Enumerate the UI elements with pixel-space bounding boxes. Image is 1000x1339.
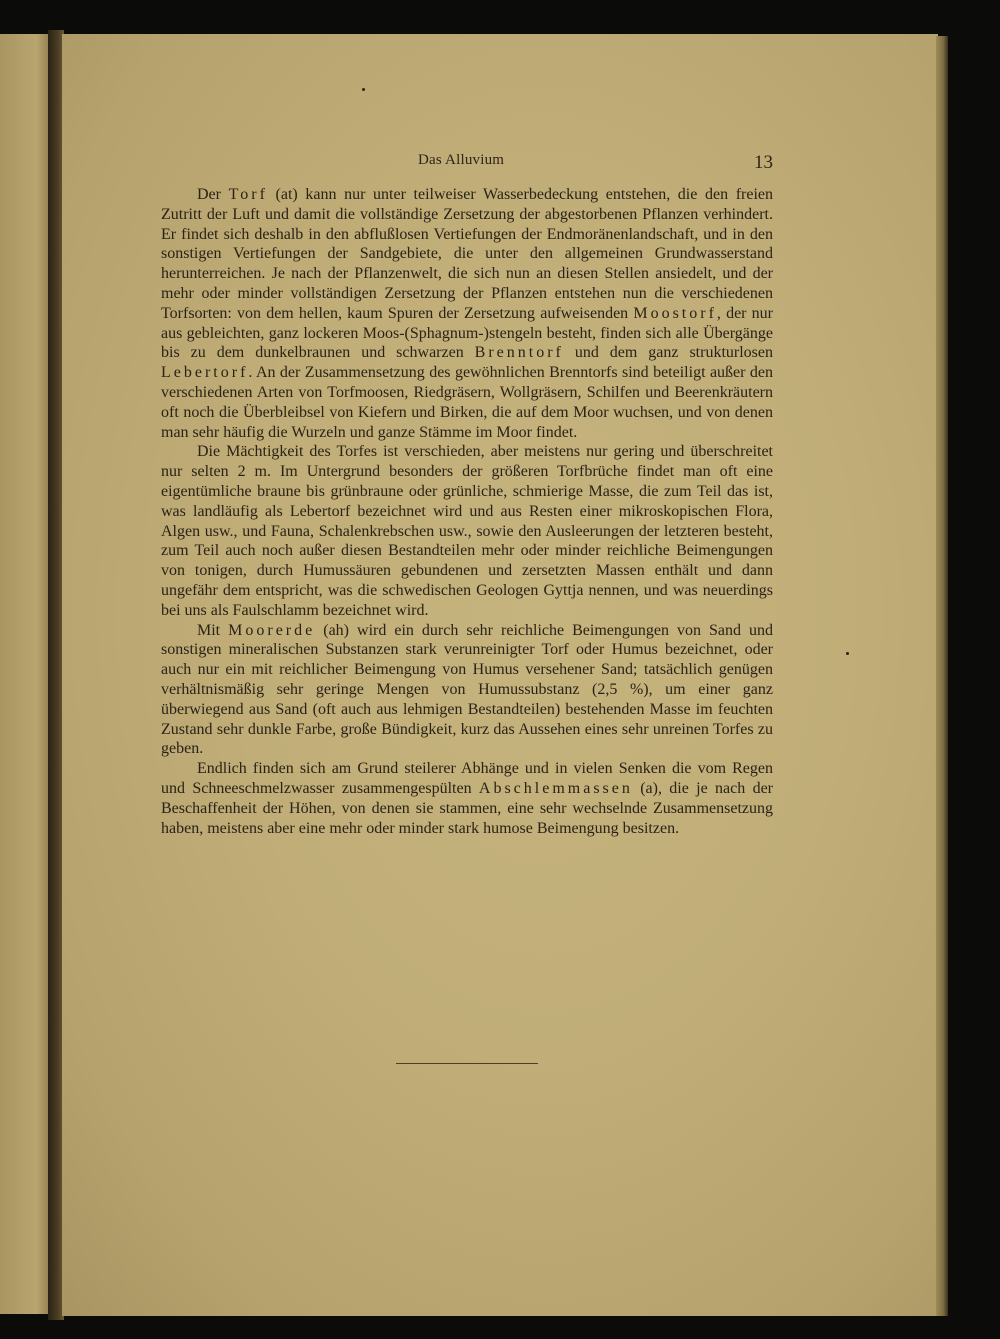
footer-rule [396, 1063, 538, 1064]
facing-page-edge [0, 34, 52, 1314]
page-right-edge [936, 36, 948, 1316]
paragraph-text: . An der Zusammensetzung des gewöhnlichen Brenntorfs sind beteiligt außer den verschiedenen Arten von Torfmoosen, Riedgräsern, Wollgräsern, Schilfen und Beerenkräutern oft noch die Überbleibsel von Kiefern und Birken, die auf dem Moor wuchsen, und von denen man sehr häufig die Wurzeln und ganze Stämme im Moor findet. [161, 364, 773, 441]
term-brenntorf: Brenntorf [474, 344, 564, 362]
term-abschlemmassen: Abschlemmassen [478, 779, 633, 797]
term-moostorf: Moostorf [633, 304, 717, 322]
term-torf: Torf [228, 186, 268, 203]
term-lebertorf: Lebertorf [161, 364, 249, 382]
body-text [161, 185, 773, 838]
paragraph-abschlemmassen [161, 759, 773, 838]
paragraph-text: (a), die je nach der Beschaffenheit der Höhen, von denen sie stammen, eine sehr wechselnde Zusammensetzung haben, meistens aber eine mehr oder minder stark humose Beimengung besitzen. [161, 779, 773, 837]
paragraph-lead: Der [197, 186, 229, 203]
ink-speck [846, 652, 849, 655]
paragraph-lead: Mit [197, 621, 229, 639]
paragraph-text: und dem ganz strukturlosen [563, 344, 774, 362]
paragraph-torf [161, 185, 773, 442]
running-title: Das Alluvium [418, 152, 505, 168]
paragraph-text: (at) kann nur unter teilweiser Wasserbedeckung entstehen, die den freien Zutritt der Luft und damit die vollständige Zersetzung der abgestorbenen Pflanzen verhindert. Er findet sich deshalb in den abflußlosen Vertiefungen der Endmoränenlandschaft, und in den sonstigen Vertiefungen der Sandgebiete, die unter den allgemeinen Grundwasserstand herunterreichen. Je nach der Pflanzenwelt, die sich nun an diesen Stellen ansiedelt, und der mehr oder minder vollständigen Zersetzung der Pflanzen entstehen nun die verschiedenen Torfsorten: von dem hellen, kaum Spuren der Zersetzung aufweisenden [161, 186, 773, 322]
paragraph-text: (ah) wird ein durch sehr reichliche Beimengungen von Sand und sonstigen mineralischen Substanzen stark verunreinigter Torf oder Humus bezeichnet, oder auch nur ein mit reichlicher Beimengung von Humus versehener Sand; tatsächlich genügen verhältnismäßig sehr geringe Mengen von Humussubstanz (2,5 %), um einer ganz überwiegend aus Sand (oft auch aus lehmigen Bestandteilen) bestehenden Masse im feuchten Zustand sehr dunkle Farbe, große Bündigkeit, kurz das Aussehen eines sehr unreinen Torfes zu geben. [161, 621, 774, 758]
paragraph-lead: Endlich finden sich am Grund steilerer Abhänge und in vielen Senken die vom Regen und Schneeschmelzwasser zusammengespülten [161, 760, 773, 797]
paragraph-text: Die Mächtigkeit des Torfes ist verschieden, aber meistens nur gering und überschreitet nur selten 2 m. Im Untergrund besonders der größeren Torfbrüche findet man oft eine eigentümliche braune bis grünbraune oder grünliche, schmierige Masse, die zum Teil das ist, was landläufig als Lebertorf bezeichnet wird und aus Resten einer mikroskopischen Flora, Algen usw., und Fauna, Schalenkrebschen usw., sowie den Ausleerungen der letzteren besteht, zum Teil auch noch außer diesen Bestandteilen mehr oder minder reichliche Beimengungen von tonigen, durch Humussäuren gebundenen und zersetzten Massen enthält und dann ungefähr dem entspricht, was die schwedischen Geologen Gyttja nennen, und was neuerdings bei uns als Faulschlamm bezeichnet wird. [161, 443, 773, 619]
term-moorerde: Moorerde [228, 621, 316, 639]
paragraph-maechtigkeit [161, 442, 773, 620]
ink-speck [362, 88, 365, 91]
paragraph-text: , der nur aus gebleichten, ganz lockeren Moos-(Sphagnum-)stengeln besteht, finden sich alle Übergänge bis zu dem dunkelbraunen und schwarzen [161, 304, 773, 362]
paragraph-moorerde [161, 621, 773, 760]
page-number: 13 [754, 152, 773, 173]
